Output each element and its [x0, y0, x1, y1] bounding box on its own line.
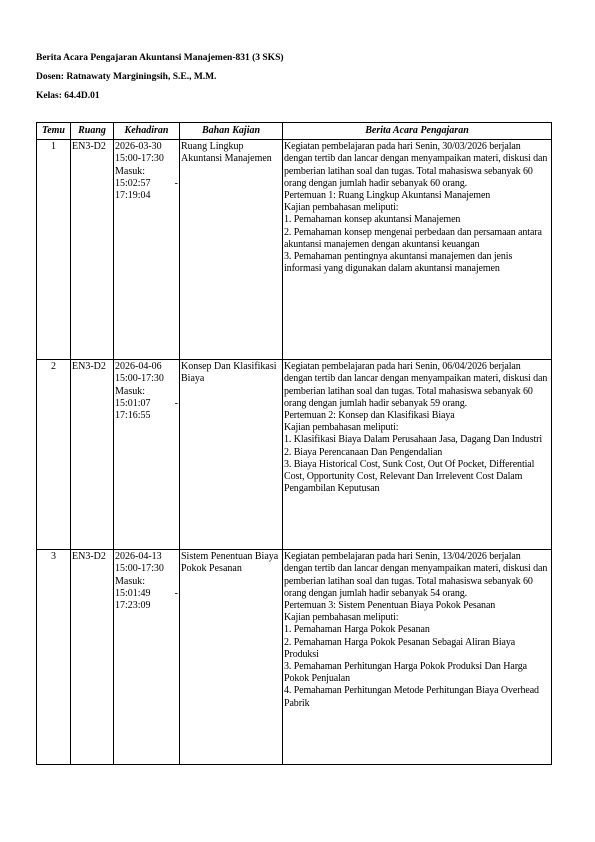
room-code: EN3-D2 — [71, 140, 114, 360]
class-line: Kelas: 64.4D.01 — [36, 91, 100, 101]
table-row — [37, 140, 552, 360]
check-in-row — [115, 398, 178, 410]
teaching-report — [283, 140, 552, 360]
table-row — [37, 550, 552, 765]
report-line: 1. Klasifikasi Biaya Dalam Perusahaan Jasa, Dagang Dan Industri — [284, 434, 543, 446]
check-in-label: Masuk: — [115, 385, 145, 397]
table-header-row — [37, 123, 552, 140]
report-line: 3. Biaya Historical Cost, Sunk Cost, Out Of Pocket, Differential Cost, Opportunity Cost, Relevant Dan Irrelevent Cost Dalam Pengambilan Keputusan — [284, 458, 535, 495]
report-line: 2. Biaya Perencanaan Dan Pengendalian — [284, 446, 443, 458]
check-in-time: 15:01:49 — [115, 587, 151, 599]
report-line: 2. Pemahaman konsep mengenai perbedaan dan persamaan antara akuntansi manajemen dengan akuntansi keuangan — [284, 226, 542, 250]
check-in-row — [115, 588, 178, 600]
attendance-cell — [114, 550, 180, 765]
time-separator: - — [174, 177, 178, 189]
report-line: 1. Pemahaman Harga Pokok Pesanan — [284, 624, 430, 636]
session-time: 15:00-17:30 — [115, 563, 164, 575]
report-line: Kajian pembahasan meliputi: — [284, 612, 399, 624]
session-date: 2026-04-13 — [115, 551, 162, 563]
check-in-label: Masuk: — [115, 575, 145, 587]
check-in-time: 15:01:07 — [115, 397, 151, 409]
check-out-time: 17:19:04 — [115, 190, 151, 202]
report-line: Kajian pembahasan meliputi: — [284, 202, 399, 214]
teaching-report — [283, 550, 552, 765]
report-line: Kajian pembahasan meliputi: — [284, 422, 399, 434]
session-time: 15:00-17:30 — [115, 373, 164, 385]
study-material: Sistem Penentuan Biaya Pokok Pesanan — [180, 550, 283, 765]
check-in-time: 15:02:57 — [115, 177, 151, 189]
report-line: 4. Pemahaman Perhitungan Metode Perhitungan Biaya Overhead Pabrik — [284, 685, 539, 709]
table-row — [37, 360, 552, 550]
column-header-temu: Temu — [37, 123, 71, 140]
report-line: 2. Pemahaman Harga Pokok Pesanan Sebagai Aliran Biaya Produksi — [284, 636, 516, 660]
report-line: Pertemuan 2: Konsep dan Klasifikasi Biaya — [284, 410, 455, 422]
meeting-number: 3 — [37, 550, 71, 765]
column-header-bahan-kajian: Bahan Kajian — [180, 123, 283, 140]
report-line: Pertemuan 3: Sistem Penentuan Biaya Pokok Pesanan — [284, 600, 496, 612]
document-header — [36, 52, 284, 109]
teaching-record-table — [36, 122, 552, 765]
report-line: 3. Pemahaman pentingnya akuntansi manajemen dan jenis informasi yang digunakan dalam akuntansi manajemen — [284, 251, 513, 275]
report-line: 3. Pemahaman Perhitungan Harga Pokok Produksi Dan Harga Pokok Penjualan — [284, 661, 527, 685]
session-time: 15:00-17:30 — [115, 153, 164, 165]
attendance-cell — [114, 140, 180, 360]
study-material: Ruang Lingkup Akuntansi Manajemen — [180, 140, 283, 360]
document-title: Berita Acara Pengajaran Akuntansi Manajemen-831 (3 SKS) — [36, 53, 284, 63]
report-line: Kegiatan pembelajaran pada hari Senin, 06/04/2026 berjalan dengan tertib dan lancar dengan menyampaikan materi, diskusi dan pemberian latihan soal dan tugas. Total mahasiswa sebanyak 60 orang dengan jumlah hadir sebanyak 59 orang. — [284, 361, 548, 409]
room-code: EN3-D2 — [71, 550, 114, 765]
check-in-row — [115, 178, 178, 190]
column-header-ruang: Ruang — [71, 123, 114, 140]
report-line: Kegiatan pembelajaran pada hari Senin, 13/04/2026 berjalan dengan tertib dan lancar dengan menyampaikan materi, diskusi dan pemberian latihan soal dan tugas. Total mahasiswa sebanyak 60 orang dengan jumlah hadir sebanyak 54 orang. — [284, 551, 548, 599]
meeting-number: 1 — [37, 140, 71, 360]
report-line: 1. Pemahaman konsep akuntansi Manajemen — [284, 214, 461, 226]
report-line: Kegiatan pembelajaran pada hari Senin, 30/03/2026 berjalan dengan tertib dan lancar dengan menyampaikan materi, diskusi dan pemberian latihan soal dan tugas. Total mahasiswa sebanyak 60 orang dengan jumlah hadir sebanyak 60 orang. — [284, 141, 548, 189]
session-date: 2026-03-30 — [115, 141, 162, 153]
room-code: EN3-D2 — [71, 360, 114, 550]
study-material: Konsep Dan Klasifikasi Biaya — [180, 360, 283, 550]
column-header-berita-acara: Berita Acara Pengajaran — [283, 123, 552, 140]
meeting-number: 2 — [37, 360, 71, 550]
check-out-time: 17:23:09 — [115, 600, 151, 612]
time-separator: - — [174, 587, 178, 599]
attendance-cell — [114, 360, 180, 550]
check-out-time: 17:16:55 — [115, 410, 151, 422]
time-separator: - — [174, 397, 178, 409]
session-date: 2026-04-06 — [115, 361, 162, 373]
teaching-report — [283, 360, 552, 550]
check-in-label: Masuk: — [115, 165, 145, 177]
column-header-kehadiran: Kehadiran — [114, 123, 180, 140]
lecturer-line: Dosen: Ratnawaty Marginingsih, S.E., M.M. — [36, 72, 217, 82]
report-line: Pertemuan 1: Ruang Lingkup Akuntansi Manajemen — [284, 190, 491, 202]
